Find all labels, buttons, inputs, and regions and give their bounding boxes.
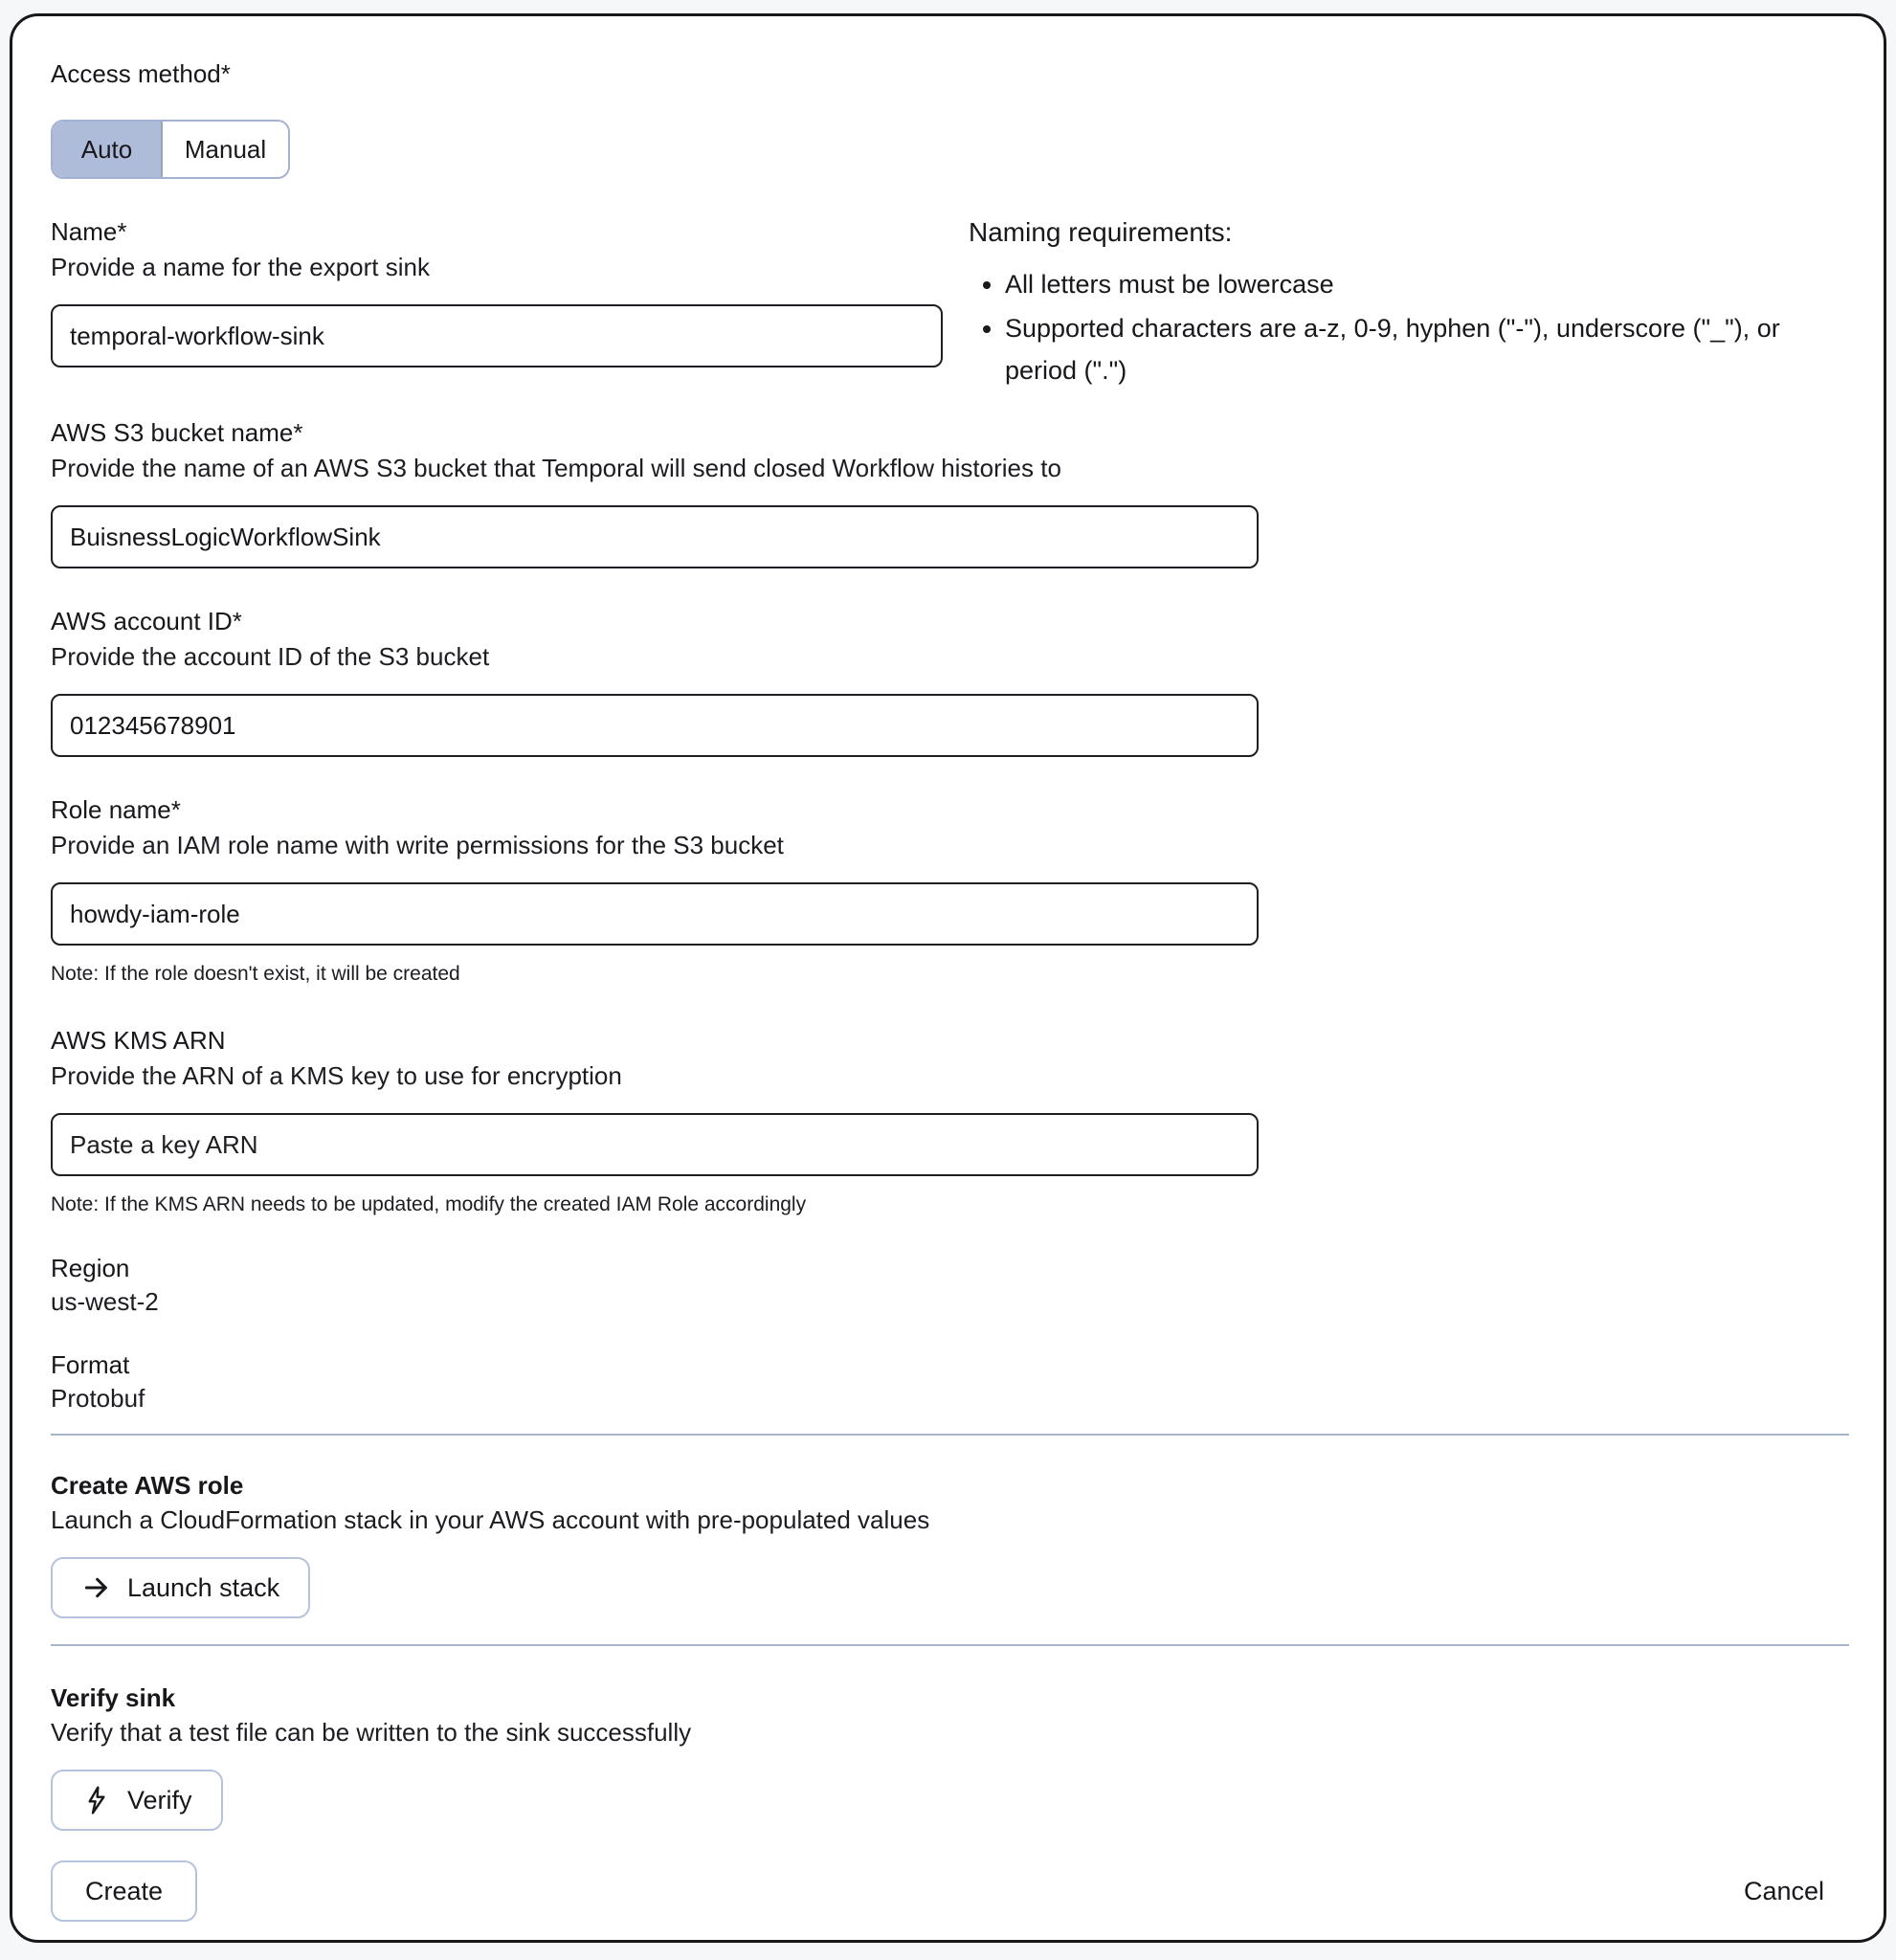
account-id-description: Provide the account ID of the S3 bucket [51,642,490,671]
region-block [51,1252,1849,1318]
kms-arn-note: Note: If the KMS ARN needs to be updated, modify the created IAM Role accordingly [51,1193,807,1215]
format-value: Protobuf [51,1384,145,1413]
form-actions [51,1860,1849,1922]
name-description: Provide a name for the export sink [51,253,430,281]
verify-sink-description: Verify that a test file can be written to the sink successfully [51,1718,692,1747]
format-label: Format [51,1350,130,1379]
create-aws-role-section [51,1469,1849,1618]
name-and-requirements-row [51,215,1849,391]
naming-requirement-item: • All letters must be lowercase [1005,263,1849,305]
naming-requirements-list [969,263,1849,391]
launch-stack-button[interactable] [51,1557,310,1618]
access-method-manual-button[interactable]: Manual [161,122,288,177]
divider [51,1644,1849,1646]
lightning-icon [81,1785,112,1815]
export-sink-form-card [10,13,1886,1943]
s3-bucket-input[interactable] [51,505,1259,568]
access-method-toggle [51,120,290,179]
account-id-input[interactable] [51,694,1259,757]
create-aws-role-description: Launch a CloudFormation stack in your AWS account with pre-populated values [51,1505,930,1534]
access-method-auto-button[interactable]: Auto [53,122,161,177]
account-id-label: AWS account ID* [51,607,242,635]
s3-bucket-description: Provide the name of an AWS S3 bucket that Temporal will send closed Workflow histories to [51,454,1061,482]
region-value: us-west-2 [51,1287,159,1316]
naming-requirement-item: • Supported characters are a-z, 0-9, hyphen ("-"), underscore ("_"), or period (".") [1005,307,1849,391]
role-name-input[interactable] [51,882,1259,946]
verify-label: Verify [127,1785,192,1815]
arrow-right-icon [81,1572,112,1603]
role-name-note: Note: If the role doesn't exist, it will be created [51,963,460,985]
create-label: Create [85,1876,164,1905]
s3-bucket-field [51,416,1849,568]
s3-bucket-label: AWS S3 bucket name* [51,418,303,447]
kms-arn-field [51,1024,1849,1218]
access-method-label: Access method* [51,59,231,88]
format-block [51,1348,1849,1414]
naming-requirements [969,215,1849,391]
cancel-button[interactable]: Cancel [1743,1876,1824,1905]
role-name-description: Provide an IAM role name with write permissions for the S3 bucket [51,831,784,859]
kms-arn-input[interactable] [51,1113,1259,1176]
create-button[interactable] [51,1860,197,1922]
launch-stack-label: Launch stack [127,1572,280,1602]
name-input[interactable] [51,304,943,368]
name-field [51,215,943,391]
divider [51,1434,1849,1436]
create-aws-role-title: Create AWS role [51,1471,244,1500]
verify-sink-title: Verify sink [51,1683,176,1712]
kms-arn-label: AWS KMS ARN [51,1026,226,1055]
region-label: Region [51,1254,130,1282]
name-label: Name* [51,217,127,246]
naming-requirements-title: Naming requirements: [969,217,1233,247]
role-name-field [51,793,1849,988]
verify-button[interactable] [51,1770,223,1831]
kms-arn-description: Provide the ARN of a KMS key to use for encryption [51,1061,622,1090]
role-name-label: Role name* [51,795,181,824]
account-id-field [51,605,1849,757]
verify-sink-section [51,1682,1849,1831]
